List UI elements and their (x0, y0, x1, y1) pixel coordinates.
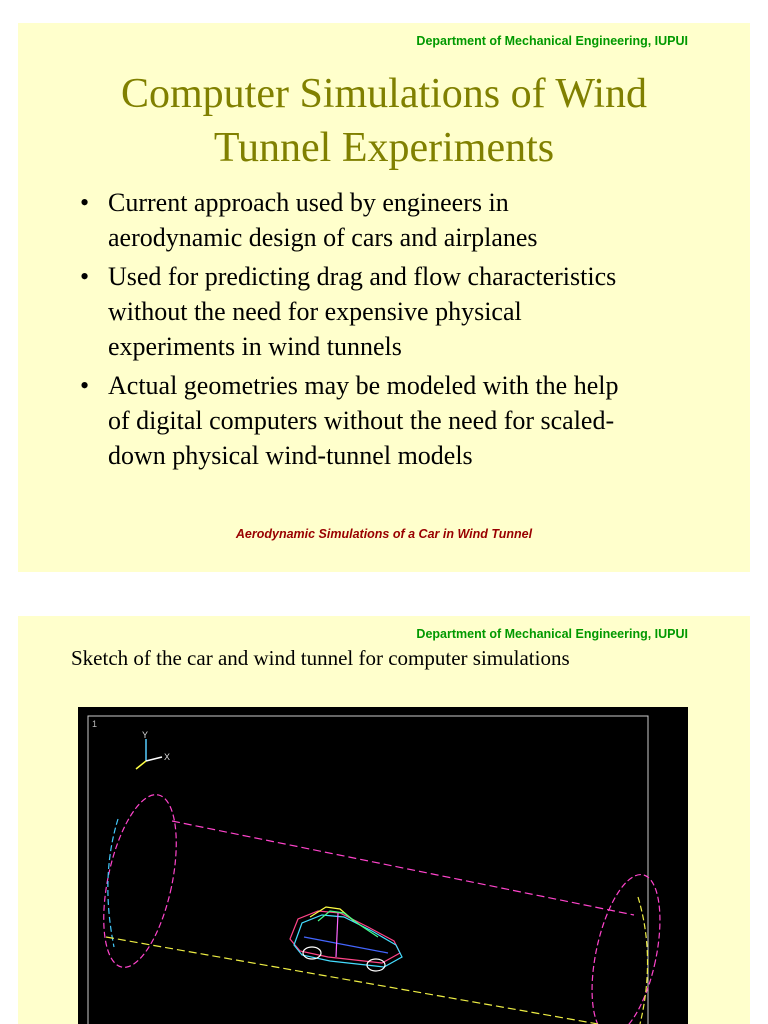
title-line-1: Computer Simulations of Wind (120, 71, 648, 117)
bullet-item (80, 185, 720, 255)
department-label: Department of Mechanical Engineering, IUPUI (416, 627, 688, 641)
department-label: Department of Mechanical Engineering, IUPUI (416, 34, 688, 48)
bullet-text-line: experiments in wind tunnels (108, 332, 402, 361)
viewport-frame (88, 716, 648, 1024)
axis-x-label: X (164, 752, 171, 762)
slide-footer: Aerodynamic Simulations of a Car in Wind Tunnel (235, 527, 533, 541)
tunnel-outlet-ellipse (580, 869, 673, 1024)
bullet-text-line: Used for predicting drag and flow characteristics (108, 262, 617, 291)
bullet-text-line: Actual geometries may be modeled with the help (108, 371, 619, 400)
axis-y-label: Y (142, 730, 149, 740)
tunnel-bottom-line (106, 937, 598, 1024)
bullet-item (80, 259, 720, 364)
slide-1 (18, 23, 750, 572)
simulation-viewport (78, 707, 688, 1024)
bullet-marker: • (80, 371, 90, 400)
tunnel-top-line (172, 821, 634, 915)
axis-triad-icon (136, 730, 170, 769)
car-wireframe (290, 907, 402, 971)
tunnel-inlet-ellipse (90, 788, 189, 973)
bullet-text-line: without the need for expensive physical (108, 297, 522, 326)
tunnel-sketch (78, 707, 688, 1024)
slide-caption: Sketch of the car and wind tunnel for computer simulations (71, 646, 570, 670)
bullet-text-line: of digital computers without the need for scaled- (108, 406, 615, 435)
slide-title (18, 67, 750, 175)
window-number-label: 1 (92, 719, 98, 729)
bullet-marker: • (80, 262, 90, 291)
bullet-list (80, 185, 720, 477)
bullet-text-line: down physical wind-tunnel models (108, 441, 473, 470)
bullet-text-line: aerodynamic design of cars and airplanes (108, 223, 538, 252)
bullet-text-line: Current approach used by engineers in (108, 188, 509, 217)
slide-2 (18, 616, 750, 1024)
title-line-2: Tunnel Experiments (213, 125, 555, 171)
bullet-marker: • (80, 188, 90, 217)
bullet-item (80, 368, 720, 473)
